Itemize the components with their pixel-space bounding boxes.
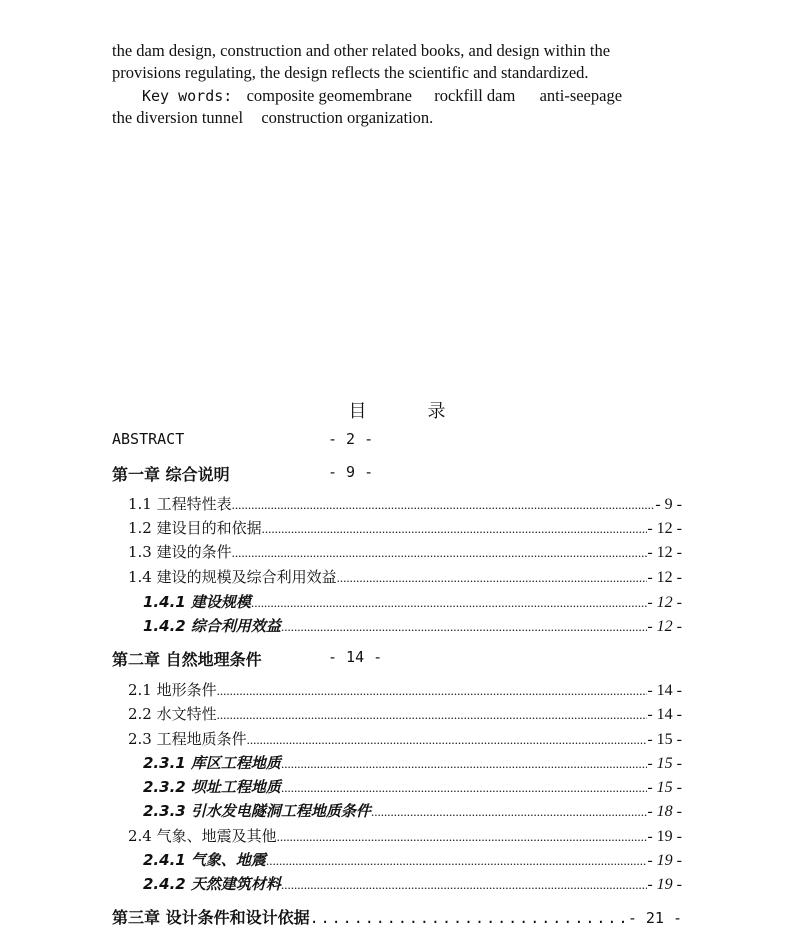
- toc-subentry[interactable]: [143, 849, 682, 871]
- toc-chapter-1[interactable]: [112, 462, 682, 484]
- toc-entry[interactable]: [128, 517, 682, 539]
- toc-abstract-label: ABSTRACT: [112, 430, 185, 448]
- toc-subentry[interactable]: [143, 615, 682, 637]
- toc-dot-leader: [310, 909, 628, 927]
- toc-chapter-2-label: 第二章 自然地理条件: [112, 650, 262, 669]
- toc-entry-page: - 12 -: [647, 544, 682, 561]
- toc-entry-label: 1.4.1 建设规模: [143, 593, 251, 611]
- toc-dot-leader: [337, 570, 648, 586]
- keyword-4: the diversion tunnel: [112, 108, 244, 127]
- toc-entry-label: 2.1 地形条件: [128, 681, 217, 699]
- toc-entry-page: - 12 -: [647, 594, 682, 611]
- toc-entry-label: 1.1 工程特性表: [128, 495, 232, 513]
- toc-title: [0, 397, 794, 423]
- toc-entry-label: 2.4.2 天然建筑材料: [143, 875, 281, 893]
- keywords-line: [142, 85, 682, 107]
- toc-chapter-3-label: 第三章 设计条件和设计依据: [112, 908, 310, 927]
- toc-dot-leader: [281, 780, 647, 796]
- toc-dot-leader: [371, 804, 647, 820]
- toc-entry[interactable]: [128, 566, 682, 588]
- toc-chapter-3-page: - 21 -: [627, 909, 682, 927]
- keyword-3: anti-seepage: [539, 86, 623, 105]
- toc-entry-label: 2.3.1 库区工程地质: [143, 754, 281, 772]
- toc-title-char-2: 录: [427, 401, 446, 421]
- toc-entry[interactable]: [128, 703, 682, 725]
- keyword-5: construction organization.: [261, 108, 434, 127]
- toc-dot-leader: [232, 545, 648, 561]
- toc-entry-label: 1.4 建设的规模及综合利用效益: [128, 568, 337, 586]
- toc-entry-label: 1.2 建设目的和依据: [128, 519, 262, 537]
- toc-entry-page: - 15 -: [647, 731, 682, 748]
- toc-entry-label: 2.3 工程地质条件: [128, 730, 247, 748]
- toc-entry-page: - 12 -: [647, 618, 682, 635]
- abstract-line-1: the dam design, construction and other related books, and design within the: [112, 41, 611, 60]
- toc-dot-leader: [277, 829, 648, 845]
- toc-entry-label: 2.2 水文特性: [128, 705, 217, 723]
- toc-subentry[interactable]: [143, 752, 682, 774]
- keyword-1: composite geomembrane: [246, 86, 412, 105]
- keywords-line-2: [112, 107, 682, 129]
- toc-subentry[interactable]: [143, 591, 682, 613]
- toc-dot-leader: [262, 521, 648, 537]
- toc-chapter-2-page: - 14 -: [328, 648, 383, 666]
- toc-dot-leader: [281, 877, 647, 893]
- toc-entry-label: 1.3 建设的条件: [128, 543, 232, 561]
- toc-entry-label: 2.4 气象、地震及其他: [128, 827, 277, 845]
- toc-dot-leader: [281, 756, 647, 772]
- toc-dot-leader: [217, 707, 648, 723]
- toc-subentry[interactable]: [143, 800, 682, 822]
- toc-chapter-1-label: 第一章 综合说明: [112, 465, 230, 484]
- toc-abstract-page: - 2 -: [328, 430, 374, 448]
- toc-dot-leader: [251, 595, 647, 611]
- toc-title-char-1: 目: [348, 401, 367, 421]
- toc-entry[interactable]: [128, 541, 682, 563]
- toc-abstract-row[interactable]: [112, 430, 682, 452]
- toc-subentry[interactable]: [143, 776, 682, 798]
- toc-chapter-2[interactable]: [112, 647, 682, 669]
- toc-entry-page: - 12 -: [647, 520, 682, 537]
- toc-entry[interactable]: [128, 493, 682, 515]
- toc-dot-leader: [281, 619, 647, 635]
- toc-entry[interactable]: [128, 679, 682, 701]
- toc-entry-page: - 19 -: [647, 852, 682, 869]
- toc-entry-label: 2.4.1 气象、地震: [143, 851, 266, 869]
- toc-entry-page: - 14 -: [647, 706, 682, 723]
- toc-entry-page: - 14 -: [647, 682, 682, 699]
- toc-dot-leader: [232, 497, 656, 513]
- toc-entry-page: - 18 -: [647, 803, 682, 820]
- toc-entry[interactable]: [128, 728, 682, 750]
- toc-chapter-3[interactable]: [112, 905, 682, 927]
- toc-entry-page: - 19 -: [647, 876, 682, 893]
- toc-chapter-1-page: - 9 -: [328, 463, 374, 481]
- toc-dot-leader: [247, 732, 648, 748]
- toc-dot-leader: [217, 683, 648, 699]
- toc-entry-label: 1.4.2 综合利用效益: [143, 617, 281, 635]
- toc-entry-page: - 9 -: [655, 496, 682, 513]
- toc-entry-page: - 19 -: [647, 828, 682, 845]
- toc-entry-page: - 15 -: [647, 779, 682, 796]
- toc-entry-page: - 15 -: [647, 755, 682, 772]
- toc-entry-label: 2.3.2 坝址工程地质: [143, 778, 281, 796]
- toc-subentry[interactable]: [143, 873, 682, 895]
- abstract-line-2: provisions regulating, the design reflects the scientific and standardized.: [112, 63, 589, 82]
- keyword-2: rockfill dam: [434, 86, 516, 105]
- toc-dot-leader: [266, 853, 647, 869]
- toc-entry-label: 2.3.3 引水发电隧洞工程地质条件: [143, 802, 371, 820]
- toc-entry[interactable]: [128, 825, 682, 847]
- keywords-label: Key words:: [142, 87, 233, 105]
- toc-entry-page: - 12 -: [647, 569, 682, 586]
